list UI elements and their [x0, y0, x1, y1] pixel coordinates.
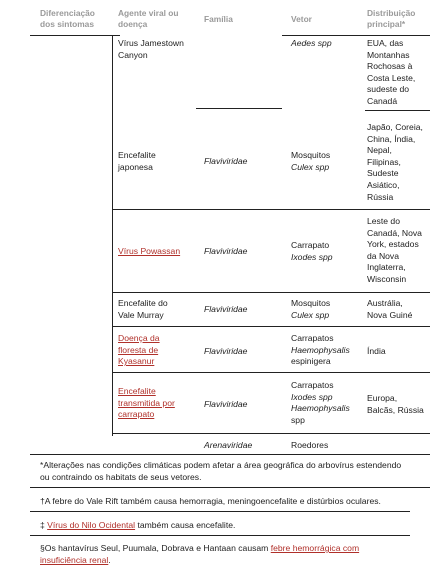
table-bottom-border	[30, 454, 430, 455]
table-cell-distribution: Índia	[367, 346, 386, 356]
footnote-hanta: §Os hantavírus Seul, Puumala, Dobrava e Hantaan causam febre hemorrágica com insuficiência renal.	[40, 543, 360, 565]
table-cell-distribution: EUA, das Montanhas Rochosas à Costa Leste, sudeste do Canadá	[367, 38, 416, 106]
footnote-divider	[30, 535, 410, 536]
encefalite-carrapato-link[interactable]: Encefalite transmitida por carrapato	[118, 386, 175, 420]
table-cell-vector: Aedes spp	[291, 38, 332, 48]
virus-nilo-ocidental-link[interactable]: Vírus do Nilo Ocidental	[47, 520, 136, 530]
header-symptoms: Diferenciação dos sintomas	[40, 8, 95, 29]
row-divider	[365, 110, 430, 111]
virus-powassan-link[interactable]: Vírus Powassan	[118, 246, 181, 256]
row-divider	[112, 326, 430, 327]
table-cell-family: Flaviviridae	[204, 246, 248, 256]
table-cell-vector: Roedores	[291, 440, 329, 450]
febre-hemorragica-link-cont[interactable]: insuficiência renal	[40, 554, 109, 565]
row-divider-family	[196, 108, 282, 109]
table-cell-distribution: Japão, Coreia, China, Índia, Nepal, Filipinas, Sudeste Asiático, Rússia	[367, 122, 423, 202]
footnote-climate: *Alterações nas condições climáticas podem afetar a área geográfica do arbovírus estendendo ou contraindo os habitats de seus vetores.	[40, 460, 402, 482]
table-cell-family: Flaviviridae	[204, 399, 248, 409]
table-cell-distribution: Europa, Balcãs, Rússia	[367, 393, 424, 415]
table-cell-distribution: Austrália, Nova Guiné	[367, 298, 413, 320]
row-divider	[112, 372, 430, 373]
header-divider-right	[282, 35, 430, 36]
header-family: Família	[204, 14, 233, 24]
row-divider	[112, 433, 430, 434]
table-cell-vector: Carrapato Ixodes spp	[291, 240, 333, 262]
row-divider	[112, 209, 430, 210]
header-divider	[30, 35, 120, 36]
row-divider	[112, 292, 430, 293]
footnote-divider	[30, 511, 410, 512]
table-cell-family: Flaviviridae	[204, 156, 248, 166]
footnote-divider	[30, 487, 430, 488]
table-cell-agent: Encefalite do Vale Murray	[118, 298, 168, 320]
table-cell-vector: Carrapatos Haemophysalis espinigera	[291, 333, 350, 367]
table-cell-family: Flaviviridae	[204, 346, 248, 356]
doenca-floresta-kyasanur-link[interactable]: Doença da floresta de Kyasanur	[118, 333, 160, 367]
header-agent: Agente viral ou doença	[118, 8, 179, 29]
header-distribution: Distribuição principal*	[367, 8, 416, 29]
footnote-nile: ‡ Vírus do Nilo Ocidental também causa encefalite.	[40, 520, 236, 530]
table-cell-agent: Encefalite japonesa	[118, 150, 156, 172]
table-cell-vector: Mosquitos Culex spp	[291, 150, 331, 172]
table-cell-vector: Mosquitos Culex spp	[291, 298, 331, 320]
table-cell-distribution: Leste do Canadá, Nova York, estados da Nova Inglaterra, Wisconsin	[367, 216, 422, 284]
footnote-rift: †A febre do Vale Rift também causa hemorragia, meningoencefalite e distúrbios oculares.	[40, 496, 381, 506]
table-cell-family: Arenaviridae	[204, 440, 253, 450]
table-cell-family: Flaviviridae	[204, 304, 248, 314]
table-cell-agent: Vírus Jamestown Canyon	[118, 38, 184, 60]
table-cell-vector: Carrapatos Ixodes spp Haemophysalis spp	[291, 380, 350, 425]
header-vector: Vetor	[291, 14, 312, 24]
table-left-border	[112, 35, 113, 436]
febre-hemorragica-link[interactable]: febre hemorrágica com	[270, 543, 360, 553]
